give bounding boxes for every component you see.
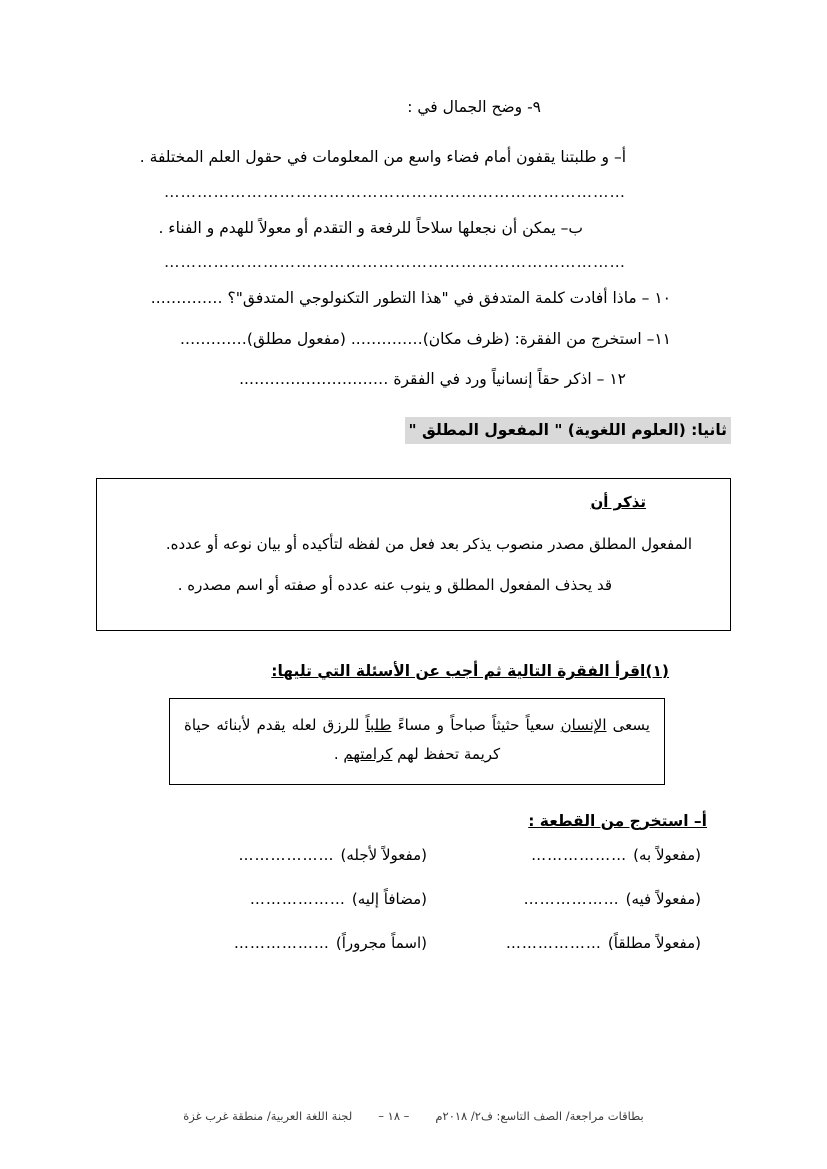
- answer-cell-maful-fih: [431, 890, 731, 908]
- answer-label: (مفعولاً به): [633, 845, 701, 864]
- spacer: [96, 316, 731, 328]
- answer-cell-ism-majrur: [141, 934, 431, 952]
- spacer: [96, 124, 731, 146]
- passage-segment-3: للرزق لعله يقدم لأبنائه حياة كريمة تحفظ لهم: [184, 716, 501, 764]
- footer-left-text: لجنة اللغة العربية/ منطقة غرب غزة: [183, 1109, 353, 1123]
- passage-segment-1: يسعى: [606, 716, 650, 735]
- answer-blank[interactable]: ………………: [523, 889, 620, 908]
- answer-label: (مضافاً إليه): [351, 889, 427, 908]
- passage-box: [169, 698, 665, 785]
- note-rule-2: قد يحذف المفعول المطلق و ينوب عنه عدده أو صفته أو اسم مصدره .: [177, 575, 612, 594]
- passage-underline-karamatahum: كرامتهم: [343, 745, 393, 764]
- answer-label: (مفعولاً فيه): [625, 889, 701, 908]
- answer-cell-maful-bih: [431, 846, 731, 864]
- page-footer: [96, 1109, 731, 1123]
- question-9-part-a: أ– و طلبتنا يقفون أمام فضاء واسع من المعلومات في حقول العلم المختلفة .: [139, 148, 626, 167]
- answer-cell-maful-mutlaq: [431, 934, 731, 952]
- passage-text: [184, 711, 650, 770]
- answer-blank[interactable]: ………………: [233, 933, 330, 952]
- extract-instruction-row: [96, 811, 731, 830]
- passage-underline-talaban: طلباً: [365, 716, 392, 735]
- read-passage-instruction: (١)اقرأ الفقرة التالية ثم أجب عن الأسئلة التي تليها:: [271, 662, 669, 681]
- answer-label: (مفعولاً مطلقاً): [607, 933, 701, 952]
- passage-segment-4: .: [333, 745, 344, 764]
- question-9: ٩- وضح الجمال في :: [407, 98, 541, 116]
- answer-dots-b[interactable]: …………………………………………………………………………: [164, 253, 626, 272]
- answer-cell-maful-liajlih: [141, 846, 431, 864]
- answer-grid: [96, 846, 731, 952]
- footer-right-text: بطاقات مراجعة/ الصف التاسع: ف٢/ ٢٠١٨م: [435, 1109, 644, 1123]
- footer-page-number: – ١٨ –: [378, 1109, 410, 1123]
- answer-row: [96, 934, 731, 952]
- question-12: ١٢ – اذكر حقاً إنسانياً ورد في الفقرة ………………………..: [239, 370, 626, 389]
- instruction-row: [96, 661, 731, 680]
- answer-label: (مفعولاً لأجله): [340, 845, 427, 864]
- question-9-part-b: ب– يمكن أن نجعلها سلاحاً للرفعة و التقدم أو معولاً للهدم و الفناء .: [158, 218, 583, 237]
- question-10: ١٠ – ماذا أفادت كلمة المتدفق في "هذا التطور التكنولوجي المتدفق"؟ …………..: [150, 289, 671, 308]
- answer-blank[interactable]: ………………: [505, 933, 602, 952]
- answer-label: (اسماً مجروراً): [335, 933, 427, 952]
- spacer: [96, 356, 731, 368]
- answer-row: [96, 890, 731, 908]
- answer-cell-mudaf-ilayh: [141, 890, 431, 908]
- note-box-title: تذكر أن: [590, 493, 646, 512]
- answer-blank[interactable]: ………………: [249, 889, 346, 908]
- extract-instruction: أ– استخرج من القطعة :: [528, 811, 707, 830]
- answer-blank[interactable]: ………………: [531, 845, 628, 864]
- passage-segment-2: سعياً حثيثاً صباحاً و مساءً: [391, 716, 561, 735]
- answer-blank[interactable]: ………………: [238, 845, 335, 864]
- section-header-row: [96, 417, 731, 444]
- question-11: ١١– استخرج من الفقرة: (ظرف مكان)………….. (مفعول مطلق)………….: [180, 329, 671, 348]
- page-content: [96, 96, 731, 978]
- section-header-linguistics: ثانيا: (العلوم اللغوية) " المفعول المطلق ": [405, 417, 731, 444]
- answer-dots-a[interactable]: …………………………………………………………………………: [164, 182, 626, 201]
- remember-note-box: [96, 478, 731, 631]
- answer-row: [96, 846, 731, 864]
- note-rule-1: المفعول المطلق مصدر منصوب يذكر بعد فعل من لفظه لتأكيده أو بيان نوعه أو عدده.: [165, 535, 692, 554]
- passage-underline-alinsan: الإنسان: [560, 716, 607, 735]
